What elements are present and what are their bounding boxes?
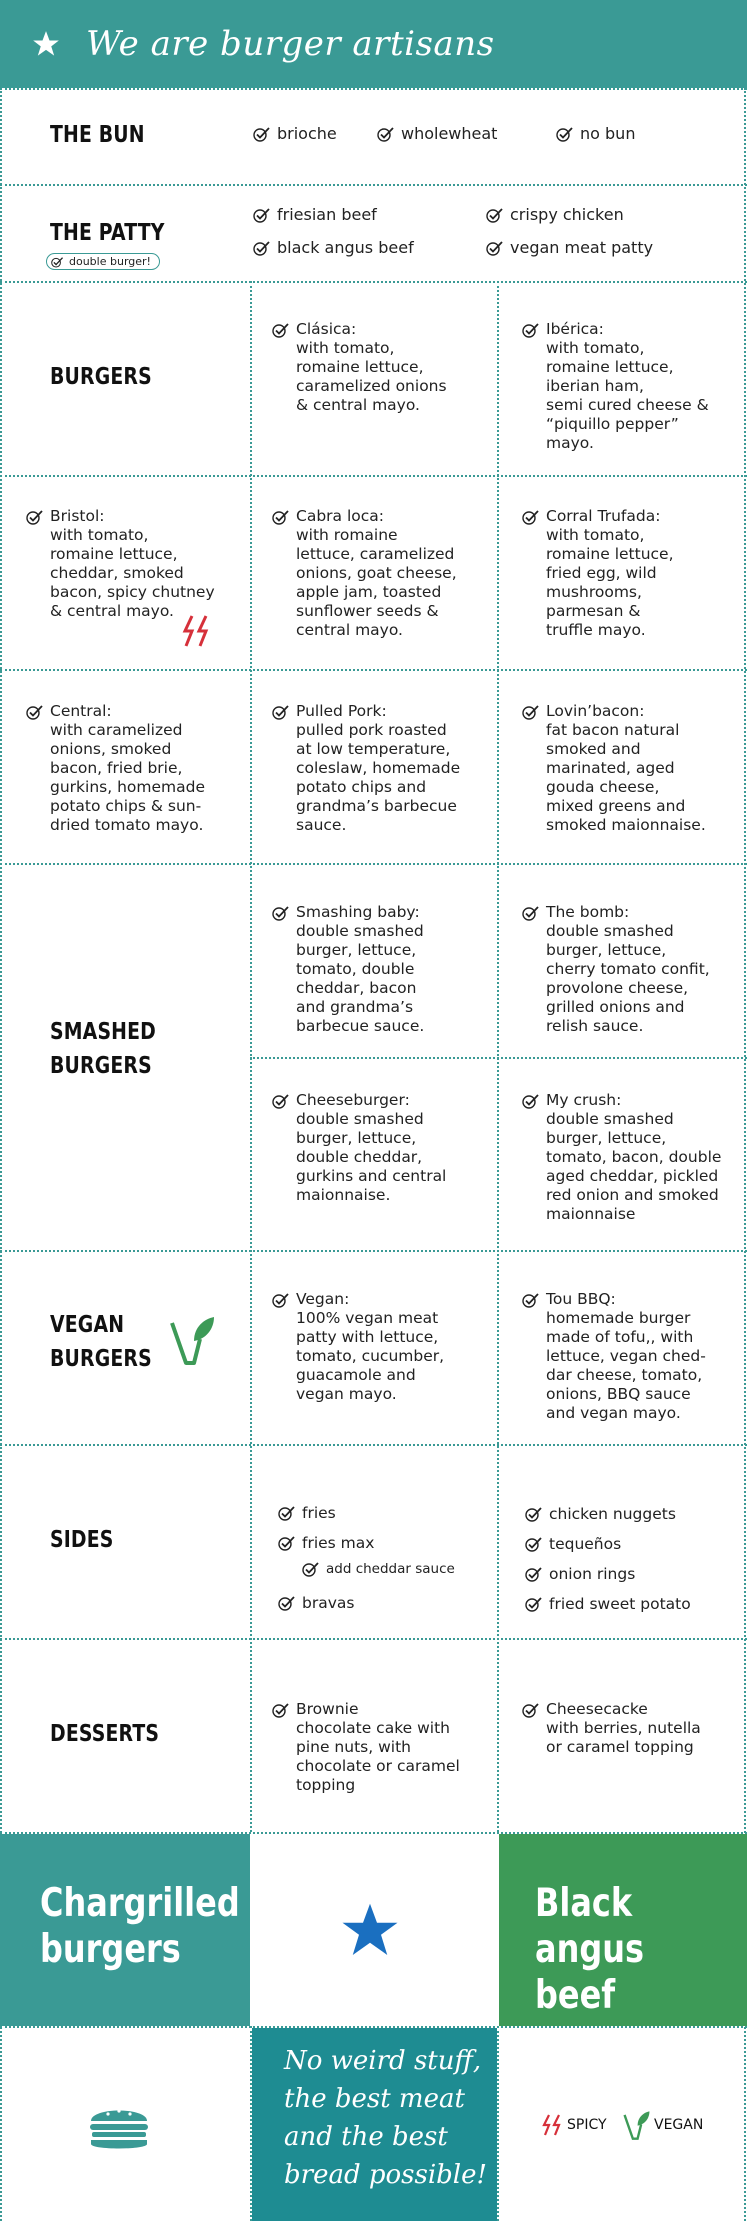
item-desc-line: tomato, double — [296, 960, 415, 978]
divider — [0, 1638, 747, 1640]
item-desc-line: & central mayo. — [296, 396, 420, 414]
side-option-add-cheddar-sauce[interactable] — [302, 1561, 455, 1577]
menu-item-cheesecake[interactable] — [522, 1700, 701, 1757]
item-desc-line: 100% vegan meat — [296, 1309, 439, 1327]
side-option-onion-rings[interactable] — [525, 1565, 635, 1583]
item-desc-line: onions, smoked — [50, 740, 172, 758]
slogan-line: bread possible! — [284, 2160, 487, 2190]
item-desc-line: chocolate or caramel — [296, 1757, 460, 1775]
menu-item-bristol[interactable] — [26, 507, 215, 621]
patty-option-vegan-meat-patty[interactable] — [486, 238, 653, 257]
item-desc-line: patty with lettuce, — [296, 1328, 439, 1346]
check-icon — [556, 126, 574, 142]
item-desc-line: bacon, spicy chutney — [50, 583, 215, 601]
menu-item-pulled-pork[interactable] — [272, 702, 460, 835]
menu-item-clasica[interactable] — [272, 320, 447, 415]
item-desc-line: double smashed — [296, 922, 424, 940]
option-label: add cheddar sauce — [326, 1561, 455, 1577]
check-icon — [377, 126, 395, 142]
option-label: no bun — [580, 124, 636, 143]
spicy-icon — [182, 614, 214, 648]
item-desc-line: with tomato, — [546, 526, 645, 544]
menu-item-corral-trufada[interactable] — [522, 507, 674, 640]
item-desc-line: burger, lettuce, — [296, 941, 417, 959]
badge-label: double burger! — [69, 255, 151, 268]
bun-option-brioche[interactable] — [253, 124, 337, 143]
check-icon — [278, 1505, 296, 1521]
option-label: bravas — [302, 1594, 355, 1612]
legend-spicy — [542, 2114, 607, 2136]
check-icon — [272, 1093, 290, 1109]
vegan-leaf-icon — [170, 1313, 216, 1367]
item-desc-line: dar cheese, tomato, — [546, 1366, 703, 1384]
check-icon — [522, 1702, 540, 1718]
header-banner — [0, 0, 747, 88]
divider — [0, 475, 747, 477]
chargrilled-burgers-block — [0, 1834, 250, 2026]
item-desc-line: double smashed — [296, 1110, 424, 1128]
item-desc-line: gouda cheese, — [546, 778, 660, 796]
check-icon — [522, 509, 540, 525]
item-desc-line: cheddar, bacon — [296, 979, 417, 997]
patty-option-black-angus-beef[interactable] — [253, 238, 414, 257]
item-name: Clásica: — [296, 320, 357, 338]
item-desc-line: aged cheddar, pickled — [546, 1167, 719, 1185]
item-desc-line: bacon, fried brie, — [50, 759, 183, 777]
side-option-fries[interactable] — [278, 1504, 336, 1522]
divider — [0, 184, 747, 186]
menu-item-cabra-loca[interactable] — [272, 507, 457, 640]
check-icon — [522, 905, 540, 921]
divider — [0, 669, 747, 671]
item-desc-line: romaine lettuce, — [296, 358, 424, 376]
check-icon — [26, 704, 44, 720]
option-label: onion rings — [549, 1565, 636, 1583]
item-name: Vegan: — [296, 1290, 350, 1308]
option-label: fried sweet potato — [549, 1595, 691, 1613]
check-icon — [522, 1292, 540, 1308]
legend-label: SPICY — [567, 2117, 607, 2133]
spicy-icon — [542, 2114, 564, 2136]
header-title: We are burger artisans — [86, 24, 495, 64]
item-desc-line: gurkins and central — [296, 1167, 447, 1185]
menu-item-lovin-bacon[interactable] — [522, 702, 706, 835]
check-icon — [525, 1596, 543, 1612]
item-desc-line: onions, goat cheese, — [296, 564, 457, 582]
patty-option-friesian-beef[interactable] — [253, 205, 377, 224]
item-desc-line: mayo. — [546, 434, 594, 452]
menu-item-tou-bbq[interactable] — [522, 1290, 706, 1423]
smashed-section-title: SMASHED BURGERS — [50, 1019, 157, 1079]
item-name: Brownie — [296, 1700, 359, 1718]
vegan-section-title: VEGAN BURGERS — [50, 1312, 152, 1372]
item-name: Cheeseburger: — [296, 1091, 410, 1109]
item-desc-line: potato chips and — [296, 778, 427, 796]
item-desc-line: maionnaise. — [296, 1186, 391, 1204]
item-name: My crush: — [546, 1091, 622, 1109]
item-desc-line: marinated, aged — [546, 759, 675, 777]
item-desc-line: at low temperature, — [296, 740, 451, 758]
item-desc-line: fried egg, wild — [546, 564, 657, 582]
item-desc-line: or caramel topping — [546, 1738, 694, 1756]
item-desc-line: lettuce, vegan ched- — [546, 1347, 706, 1365]
item-desc-line: sunflower seeds & — [296, 602, 439, 620]
item-desc-line: sauce. — [296, 816, 347, 834]
item-desc-line: grilled onions and — [546, 998, 685, 1016]
side-option-fries-max[interactable] — [278, 1534, 374, 1552]
side-option-bravas[interactable] — [278, 1594, 354, 1612]
item-name: Cabra loca: — [296, 507, 384, 525]
option-label: black angus beef — [277, 238, 414, 257]
promo-text: Chargrilled — [40, 1881, 240, 1926]
menu-item-smashing-baby[interactable] — [272, 903, 424, 1036]
item-desc-line: double smashed — [546, 922, 674, 940]
option-label: friesian beef — [277, 205, 377, 224]
divider — [0, 863, 747, 865]
menu-item-iberica[interactable] — [522, 320, 709, 453]
bun-section-title: THE BUN — [50, 122, 145, 148]
item-desc-line: double smashed — [546, 1110, 674, 1128]
check-icon — [486, 240, 504, 256]
check-icon — [278, 1535, 296, 1551]
item-desc-line: provolone cheese, — [546, 979, 689, 997]
item-name: Smashing baby: — [296, 903, 420, 921]
item-desc-line: “piquillo pepper” — [546, 415, 679, 433]
burger-icon — [88, 2101, 150, 2153]
item-desc-line: central mayo. — [296, 621, 403, 639]
check-icon — [253, 126, 271, 142]
check-icon — [525, 1566, 543, 1582]
item-desc-line: caramelized onions — [296, 377, 447, 395]
item-desc-line: with tomato, — [296, 339, 395, 357]
item-desc-line: made of tofu,, with — [546, 1328, 694, 1346]
item-desc-line: and vegan mayo. — [546, 1404, 681, 1422]
double-burger-badge[interactable] — [46, 253, 160, 270]
check-icon — [522, 1093, 540, 1109]
bun-option-wholewheat[interactable] — [377, 124, 497, 143]
item-desc-line: parmesan & — [546, 602, 641, 620]
item-desc-line: tomato, bacon, double — [546, 1148, 722, 1166]
item-desc-line: fat bacon natural — [546, 721, 680, 739]
item-desc-line: maionnaise — [546, 1205, 636, 1223]
item-desc-line: apple jam, toasted — [296, 583, 442, 601]
item-desc-line: potato chips & sun- — [50, 797, 202, 815]
item-desc-line: truffle mayo. — [546, 621, 646, 639]
item-name: Ibérica: — [546, 320, 604, 338]
check-icon — [272, 509, 290, 525]
item-desc-line: burger, lettuce, — [296, 1129, 417, 1147]
item-name: Tou BBQ: — [546, 1290, 616, 1308]
side-option-tequenos[interactable] — [525, 1535, 621, 1553]
item-name: Lovin’bacon: — [546, 702, 645, 720]
divider — [250, 281, 252, 1832]
check-icon — [278, 1595, 296, 1611]
item-desc-line: homemade burger — [546, 1309, 691, 1327]
slogan-block — [252, 2028, 497, 2221]
divider — [0, 281, 747, 283]
item-desc-line: with tomato, — [546, 339, 645, 357]
item-desc-line: onions, BBQ sauce — [546, 1385, 691, 1403]
item-desc-line: cheddar, smoked — [50, 564, 184, 582]
item-desc-line: with berries, nutella — [546, 1719, 701, 1737]
promo-text: burgers — [40, 1927, 181, 1972]
item-desc-line: chocolate cake with — [296, 1719, 450, 1737]
option-label: crispy chicken — [510, 205, 624, 224]
item-desc-line: barbecue sauce. — [296, 1017, 425, 1035]
item-desc-line: smoked maionnaise. — [546, 816, 706, 834]
item-desc-line: smoked and — [546, 740, 641, 758]
item-desc-line: and grandma’s — [296, 998, 414, 1016]
menu-item-brownie[interactable] — [272, 1700, 460, 1795]
check-icon — [272, 322, 290, 338]
menu-item-cheeseburger[interactable] — [272, 1091, 446, 1205]
item-name: Cheesecacke — [546, 1700, 648, 1718]
promo-text: beef — [535, 1973, 616, 2018]
option-label: fries max — [302, 1534, 375, 1552]
menu-item-the-bomb[interactable] — [522, 903, 710, 1036]
item-desc-line: coleslaw, homemade — [296, 759, 461, 777]
item-desc-line: grandma’s barbecue — [296, 797, 457, 815]
divider — [0, 1250, 747, 1252]
item-desc-line: dried tomato mayo. — [50, 816, 204, 834]
bun-option-no-bun[interactable] — [556, 124, 635, 143]
check-icon — [272, 905, 290, 921]
option-label: wholewheat — [401, 124, 498, 143]
item-desc-line: tomato, cucumber, — [296, 1347, 445, 1365]
option-label: chicken nuggets — [549, 1505, 676, 1523]
check-icon — [486, 207, 504, 223]
side-option-chicken-nuggets[interactable] — [525, 1505, 676, 1523]
promo-text: Black angus — [535, 1881, 645, 1972]
item-desc-line: romaine lettuce, — [546, 545, 674, 563]
star-icon — [340, 1901, 400, 1959]
legend-label: VEGAN — [654, 2117, 704, 2133]
item-desc-line: red onion and smoked — [546, 1186, 719, 1204]
check-icon — [253, 207, 271, 223]
menu-item-vegan[interactable] — [272, 1290, 444, 1404]
side-option-fried-sweet-potato[interactable] — [525, 1595, 691, 1613]
patty-option-crispy-chicken[interactable] — [486, 205, 624, 224]
divider — [497, 2026, 499, 2221]
item-desc-line: romaine lettuce, — [546, 358, 674, 376]
item-desc-line: mushrooms, — [546, 583, 642, 601]
black-angus-beef-block — [499, 1834, 747, 2026]
option-label: vegan meat patty — [510, 238, 654, 257]
option-label: tequeños — [549, 1535, 622, 1553]
item-desc-line: pine nuts, with — [296, 1738, 411, 1756]
check-icon — [51, 256, 64, 268]
option-label: fries — [302, 1504, 336, 1522]
item-name: Pulled Pork: — [296, 702, 387, 720]
item-desc-line: gurkins, homemade — [50, 778, 205, 796]
item-desc-line: iberian ham, — [546, 377, 644, 395]
divider — [0, 88, 747, 90]
slogan-line: the best meat — [284, 2084, 465, 2114]
legend-vegan — [623, 2109, 703, 2141]
burgers-section-title: BURGERS — [50, 364, 152, 390]
check-icon — [522, 322, 540, 338]
item-name: The bomb: — [546, 903, 630, 921]
item-name: Corral Trufada: — [546, 507, 661, 525]
check-icon — [272, 1292, 290, 1308]
item-desc-line: with caramelized — [50, 721, 183, 739]
desserts-section-title: DESSERTS — [50, 1721, 160, 1747]
check-icon — [302, 1561, 320, 1577]
check-icon — [272, 1702, 290, 1718]
item-desc-line: relish sauce. — [546, 1017, 644, 1035]
option-label: brioche — [277, 124, 337, 143]
check-icon — [272, 704, 290, 720]
slogan-line: and the best — [284, 2122, 448, 2152]
item-name: Bristol: — [50, 507, 105, 525]
divider — [497, 281, 499, 1832]
item-desc-line: with romaine — [296, 526, 398, 544]
patty-section-title: THE PATTY — [50, 220, 165, 246]
check-icon — [253, 240, 271, 256]
item-desc-line: pulled pork roasted — [296, 721, 447, 739]
item-desc-line: burger, lettuce, — [546, 941, 667, 959]
item-desc-line: guacamole and — [296, 1366, 416, 1384]
sides-section-title: SIDES — [50, 1527, 114, 1553]
item-desc-line: double cheddar, — [296, 1148, 423, 1166]
item-desc-line: topping — [296, 1776, 356, 1794]
item-desc-line: mixed greens and — [546, 797, 686, 815]
item-desc-line: with tomato, — [50, 526, 149, 544]
check-icon — [26, 509, 44, 525]
menu-item-central[interactable] — [26, 702, 205, 835]
item-desc-line: romaine lettuce, — [50, 545, 178, 563]
divider — [0, 1444, 747, 1446]
item-desc-line: semi cured cheese & — [546, 396, 709, 414]
item-desc-line: cherry tomato confit, — [546, 960, 710, 978]
menu-item-my-crush[interactable] — [522, 1091, 721, 1224]
slogan-line: No weird stuff, — [284, 2046, 482, 2076]
check-icon — [522, 704, 540, 720]
check-icon — [525, 1506, 543, 1522]
check-icon — [525, 1536, 543, 1552]
item-desc-line: burger, lettuce, — [546, 1129, 667, 1147]
item-desc-line: lettuce, caramelized — [296, 545, 455, 563]
item-desc-line: & central mayo. — [50, 602, 174, 620]
item-desc-line: vegan mayo. — [296, 1385, 397, 1403]
item-name: Central: — [50, 702, 112, 720]
star-icon — [32, 30, 60, 58]
vegan-leaf-icon — [623, 2109, 651, 2141]
